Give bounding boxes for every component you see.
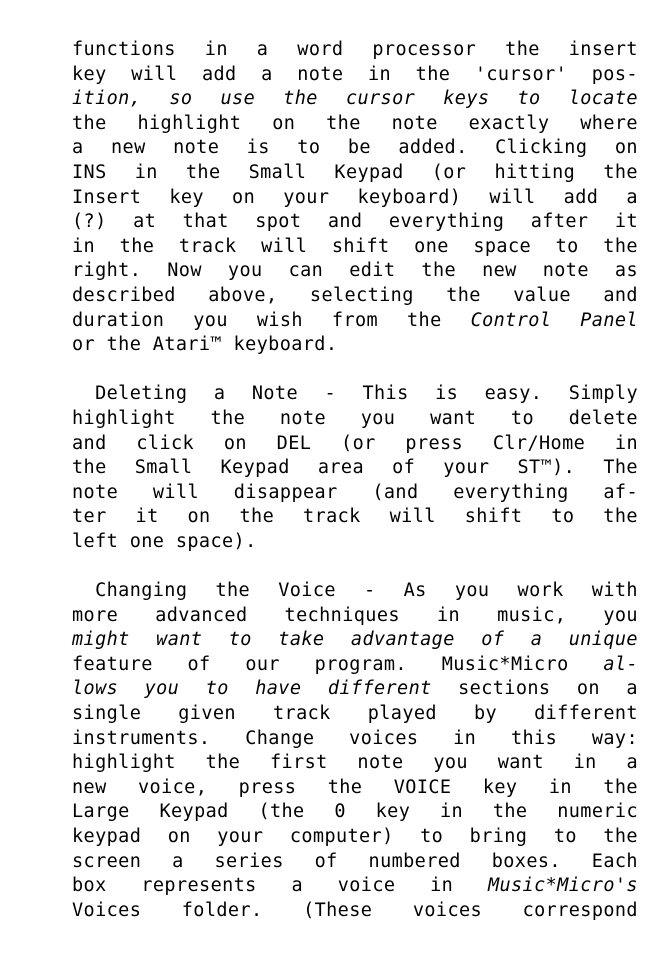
word: key xyxy=(72,63,107,85)
word: in xyxy=(440,801,464,823)
word: new xyxy=(482,260,517,282)
word: INS xyxy=(72,161,107,183)
word: to xyxy=(228,629,252,651)
word: box xyxy=(72,875,107,897)
word: the xyxy=(603,776,638,798)
word: your xyxy=(283,186,330,208)
text-line xyxy=(72,136,638,161)
word: keypad xyxy=(72,826,142,847)
word: click xyxy=(136,432,195,454)
word: (or xyxy=(341,432,376,454)
word: a xyxy=(261,63,273,85)
word: 'cursor' xyxy=(474,63,568,85)
word: instruments. xyxy=(72,727,211,749)
word: and xyxy=(327,211,363,233)
word: on xyxy=(223,432,247,454)
word: Small xyxy=(248,161,307,183)
word: voices xyxy=(349,727,419,749)
word: functions xyxy=(72,39,176,60)
word: the xyxy=(446,284,481,306)
word: af- xyxy=(603,481,638,503)
word: to xyxy=(517,88,541,110)
word: ition, xyxy=(72,88,142,110)
word: edit xyxy=(349,260,396,282)
word: spot xyxy=(255,211,302,233)
word: the xyxy=(327,776,363,798)
word: the xyxy=(326,112,361,134)
word: word xyxy=(297,39,344,60)
word: in xyxy=(436,604,461,626)
word: to xyxy=(555,235,579,257)
word: that xyxy=(182,211,229,233)
word: the xyxy=(106,334,153,356)
word: press xyxy=(238,776,297,798)
word: a xyxy=(626,678,638,700)
word: hitting xyxy=(494,161,576,183)
word: from xyxy=(331,309,379,331)
word: keys xyxy=(443,88,490,110)
word: described xyxy=(72,284,176,306)
word: sections xyxy=(458,678,551,700)
insert-paragraph xyxy=(72,38,638,358)
word: in xyxy=(453,727,477,749)
document-page xyxy=(72,38,638,923)
word: disappear xyxy=(233,481,338,503)
word: VOICE xyxy=(393,776,452,798)
word: our xyxy=(245,653,280,675)
word: to xyxy=(205,678,229,700)
word: the xyxy=(185,161,221,183)
text-line xyxy=(72,210,638,235)
word: after xyxy=(530,211,589,233)
word: can xyxy=(288,260,324,282)
word: advantage xyxy=(350,629,455,651)
word: processor xyxy=(372,39,477,60)
word: keyboard. xyxy=(233,334,349,356)
word: on xyxy=(576,678,600,700)
text-line xyxy=(72,259,638,284)
word: to xyxy=(553,826,577,847)
word: in xyxy=(573,752,597,774)
word: Clicking xyxy=(495,137,588,159)
word: is xyxy=(246,137,270,159)
word: to xyxy=(420,826,444,847)
word: will xyxy=(152,481,200,503)
word: al- xyxy=(603,653,638,675)
text-line xyxy=(72,727,638,752)
text-line xyxy=(72,800,638,825)
word: Music*Micro's xyxy=(487,875,638,897)
word: everything xyxy=(453,481,569,503)
word: the xyxy=(603,161,638,183)
word: and xyxy=(603,284,638,306)
word: different xyxy=(327,678,432,700)
word: in xyxy=(204,39,228,60)
word: be xyxy=(347,137,371,159)
word: take xyxy=(278,629,325,651)
word: a xyxy=(626,752,638,774)
word: is xyxy=(435,383,459,405)
word: Keypad xyxy=(159,801,229,823)
word: program. xyxy=(314,653,407,675)
word: you xyxy=(433,752,468,774)
word: Simply xyxy=(568,383,638,405)
word: the xyxy=(407,309,442,331)
word: note xyxy=(173,137,220,159)
word: Panel xyxy=(580,309,638,331)
word: played xyxy=(367,703,437,725)
text-line xyxy=(72,432,638,457)
word: on xyxy=(167,826,191,847)
word: the xyxy=(215,580,251,602)
word: Voice xyxy=(278,580,336,602)
word: in xyxy=(548,776,572,798)
word: the xyxy=(415,63,451,85)
word: a xyxy=(626,186,638,208)
word: the xyxy=(505,39,540,60)
word: a xyxy=(291,875,303,897)
word: note xyxy=(542,260,589,282)
word: Each xyxy=(591,850,638,872)
word: Now xyxy=(167,260,202,282)
word: you xyxy=(144,678,180,700)
word: different xyxy=(534,703,638,725)
word: area xyxy=(317,457,364,479)
word: so xyxy=(169,88,193,110)
word: 0 xyxy=(334,801,346,823)
word: will xyxy=(261,235,308,257)
word: Small xyxy=(134,457,193,479)
word: of xyxy=(392,457,416,479)
text-line xyxy=(72,407,638,432)
word: key xyxy=(169,186,204,208)
word: Insert xyxy=(72,186,142,208)
word: selecting xyxy=(309,284,414,306)
word: Changing xyxy=(72,580,188,602)
word: this xyxy=(510,727,558,749)
word: the xyxy=(72,457,107,479)
word: add xyxy=(201,63,237,85)
word: your xyxy=(443,457,490,479)
word: it xyxy=(135,506,159,528)
word: (?) xyxy=(72,211,107,233)
word: where xyxy=(580,112,638,134)
word: to xyxy=(297,137,321,159)
text-line xyxy=(72,38,638,63)
word: the xyxy=(283,88,318,110)
word: numeric xyxy=(557,801,638,823)
text-line xyxy=(72,333,638,358)
word: easy. xyxy=(484,383,543,405)
word: in xyxy=(614,432,638,454)
word: delete xyxy=(568,407,638,429)
text-line xyxy=(72,63,638,88)
word: boxes. xyxy=(491,850,561,872)
word: ST™). xyxy=(517,457,576,479)
word: right. xyxy=(72,260,142,282)
word: of xyxy=(314,850,338,872)
word: correspond xyxy=(522,899,638,921)
voice-paragraph xyxy=(72,579,638,923)
text-line xyxy=(72,186,638,211)
word: (the xyxy=(258,801,305,823)
word: the xyxy=(119,235,155,257)
word: Control xyxy=(470,309,552,331)
word: as xyxy=(614,260,638,282)
word: one xyxy=(129,530,176,552)
word: (and xyxy=(372,481,419,503)
word: note xyxy=(279,407,327,429)
word: with xyxy=(591,580,638,602)
word: work xyxy=(517,580,564,602)
word: by xyxy=(474,703,498,725)
word: add xyxy=(563,186,599,208)
word: advanced xyxy=(155,604,248,626)
text-line xyxy=(72,850,638,875)
word: note xyxy=(391,112,438,134)
word: a xyxy=(256,39,269,60)
word: folder. xyxy=(181,899,263,921)
word: have xyxy=(255,678,302,700)
word: shift xyxy=(331,235,390,257)
word: want xyxy=(156,629,203,651)
text-line xyxy=(72,579,638,604)
word: highlight xyxy=(137,112,242,134)
word: of xyxy=(481,629,505,651)
word: to xyxy=(551,506,575,528)
word: and xyxy=(72,432,107,454)
word: the xyxy=(492,801,528,823)
word: way: xyxy=(591,727,638,749)
word: or xyxy=(72,334,107,356)
word: one xyxy=(414,235,449,257)
word: a xyxy=(72,137,84,159)
deleting-paragraph xyxy=(72,382,638,554)
word: your xyxy=(217,826,264,847)
word: Atari™ xyxy=(152,334,234,356)
word: might xyxy=(72,629,130,651)
word: bring xyxy=(469,826,528,847)
word: the xyxy=(603,826,638,847)
word: want xyxy=(430,407,477,429)
text-line xyxy=(72,309,638,334)
word: will xyxy=(389,506,436,528)
word: Clr/Home xyxy=(492,432,586,454)
word: you xyxy=(454,580,490,602)
word: key xyxy=(375,801,411,823)
word: more xyxy=(72,604,119,626)
word: in xyxy=(72,235,96,257)
word: key xyxy=(482,776,518,798)
word: highlight xyxy=(72,407,176,429)
word: locate xyxy=(568,88,638,110)
word: space). xyxy=(175,530,269,552)
word: Music*Micro xyxy=(441,653,569,675)
text-line xyxy=(72,161,638,186)
word: you xyxy=(360,407,396,429)
word: the xyxy=(603,506,638,528)
word: a xyxy=(213,383,226,405)
word: will xyxy=(489,186,536,208)
word: - xyxy=(324,383,336,405)
word: Large xyxy=(72,801,130,823)
word: Change xyxy=(245,727,315,749)
text-line xyxy=(72,530,638,555)
word: track xyxy=(273,703,331,725)
text-line xyxy=(72,235,638,260)
word: left xyxy=(72,530,130,552)
word: on xyxy=(187,506,211,528)
text-line xyxy=(72,505,638,530)
word: note xyxy=(72,481,119,503)
word: Keypad xyxy=(334,161,404,183)
text-line xyxy=(72,899,638,924)
text-line xyxy=(72,874,638,899)
word: added. xyxy=(398,137,468,159)
word: will xyxy=(131,63,178,85)
word: you xyxy=(603,604,638,626)
word: series xyxy=(214,850,284,872)
text-line xyxy=(72,677,638,702)
word: track xyxy=(303,506,361,528)
word: new xyxy=(72,776,107,798)
word: of xyxy=(187,653,211,675)
word: on xyxy=(232,186,256,208)
word: voices xyxy=(412,899,483,921)
word: highlight xyxy=(72,752,176,774)
word: use xyxy=(220,88,256,110)
word: Note xyxy=(251,383,298,405)
word: the xyxy=(239,506,275,528)
text-line xyxy=(72,653,638,678)
word: single xyxy=(72,703,142,725)
word: on xyxy=(272,112,296,134)
word: (or xyxy=(431,161,467,183)
text-line xyxy=(72,776,638,801)
word: new xyxy=(111,137,146,159)
word: on xyxy=(614,137,638,159)
word: in xyxy=(430,875,454,897)
text-line xyxy=(72,481,638,506)
word: - xyxy=(364,580,376,602)
word: The xyxy=(603,457,638,479)
word: music, xyxy=(497,604,567,626)
word: wish xyxy=(256,309,303,331)
word: exactly xyxy=(468,112,550,134)
word: you xyxy=(193,309,228,331)
word: Deleting xyxy=(72,383,188,405)
word: unique xyxy=(568,629,638,651)
paragraph-gap xyxy=(72,358,638,383)
word: note xyxy=(297,63,344,85)
text-line xyxy=(72,604,638,629)
text-line xyxy=(72,284,638,309)
word: Keypad xyxy=(220,457,290,479)
word: (These xyxy=(303,899,373,921)
word: first xyxy=(269,752,328,774)
word: in xyxy=(134,161,158,183)
word: value xyxy=(513,284,571,306)
text-line xyxy=(72,628,638,653)
word: at xyxy=(133,211,157,233)
word: represents xyxy=(141,875,257,897)
word: voice xyxy=(337,875,396,897)
text-line xyxy=(72,825,638,850)
word: DEL xyxy=(276,432,312,454)
word: press xyxy=(405,432,464,454)
word: you xyxy=(227,260,263,282)
word: track xyxy=(178,235,237,257)
word: shift xyxy=(464,506,523,528)
word: pos- xyxy=(591,63,638,85)
word: to xyxy=(510,407,534,429)
word: techniques xyxy=(284,604,400,626)
word: This xyxy=(362,383,409,405)
text-line xyxy=(72,751,638,776)
word: in xyxy=(368,63,392,85)
text-line xyxy=(72,87,638,112)
word: numbered xyxy=(368,850,461,872)
word: computer) xyxy=(289,826,394,847)
word: the xyxy=(421,260,457,282)
word: space xyxy=(473,235,532,257)
word: above, xyxy=(208,284,278,306)
text-line xyxy=(72,382,638,407)
word: ter xyxy=(72,506,107,528)
word: the xyxy=(72,112,107,134)
word: the xyxy=(210,407,246,429)
word: cursor xyxy=(345,88,416,110)
word: voice, xyxy=(138,776,208,798)
word: everything xyxy=(388,211,505,233)
text-line xyxy=(72,456,638,481)
word: the xyxy=(205,752,241,774)
word: Voices xyxy=(72,899,142,921)
word: it xyxy=(614,211,638,233)
word: a xyxy=(172,850,184,872)
paragraph-gap xyxy=(72,554,638,579)
word: given xyxy=(178,703,236,725)
word: screen xyxy=(72,850,142,872)
text-line xyxy=(72,702,638,727)
text-line xyxy=(72,112,638,137)
word: duration xyxy=(72,309,165,331)
word: the xyxy=(603,235,638,257)
word: note xyxy=(357,752,404,774)
word: insert xyxy=(568,39,638,60)
word: feature xyxy=(72,653,153,675)
word: a xyxy=(530,629,543,651)
word: lows xyxy=(72,678,119,700)
word: keyboard) xyxy=(357,186,462,208)
word: As xyxy=(403,580,427,602)
word: want xyxy=(497,752,544,774)
